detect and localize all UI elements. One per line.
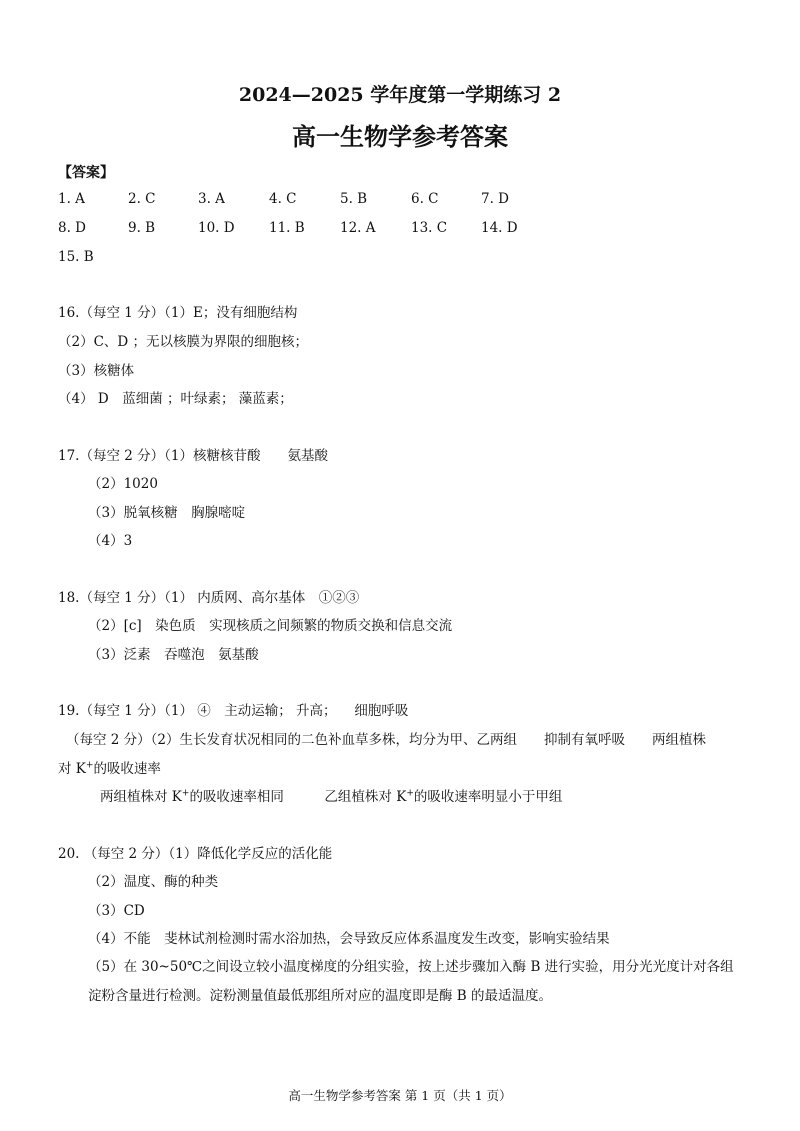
q20-line: （2）温度、酶的种类 xyxy=(88,874,219,890)
q20-line: （5）在 30~50℃之间设立较小温度梯度的分组实验，按上述步骤加入酶 B 进行实验，用分光光度计对各组 xyxy=(88,959,734,975)
mc-answer: 14. D xyxy=(481,220,518,236)
q20-line: （4）不能 斐林试剂检测时需水浴加热，会导致反应体系温度发生改变，影响实验结果 xyxy=(88,931,610,947)
mc-answer: 9. B xyxy=(128,220,156,236)
mc-answer: 11. B xyxy=(269,220,305,236)
q18-line: （2）[c] 染色质 实现核质之间频繁的物质交换和信息交流 xyxy=(88,618,453,634)
q18-line: 18.（每空 1 分）（1） 内质网、高尔基体 ①②③ xyxy=(58,590,360,606)
document-subtitle: 高一生物学参考答案 xyxy=(292,122,508,151)
mc-answer: 5. B xyxy=(340,191,368,207)
q17-line: （4）3 xyxy=(88,533,133,549)
q18-line: （3）泛素 吞噬泡 氨基酸 xyxy=(88,647,259,663)
mc-answer: 15. B xyxy=(58,249,94,265)
mc-answer: 4. C xyxy=(269,191,297,207)
q16-line: （2）C、D ；无以核膜为界限的细胞核； xyxy=(58,334,309,350)
q19-line: 对 K+的吸收速率 xyxy=(58,760,161,777)
mc-answer: 7. D xyxy=(481,191,509,207)
q19-line: （每空 2 分）（2）生长发育状况相同的二色补血草多株，均分为甲、乙两组 抑制有氧呼吸 两组植株 xyxy=(66,732,707,748)
q19-line: 19.（每空 1 分）（1） ④ 主动运输； 升高； 细胞呼吸 xyxy=(58,703,409,719)
mc-answer: 8. D xyxy=(58,220,86,236)
q19-line: 两组植株对 K+的吸收速率相同 乙组植株对 K+的吸收速率明显小于甲组 xyxy=(100,788,563,805)
q17-line: （3）脱氧核糖 胸腺嘧啶 xyxy=(88,505,246,521)
mc-answer: 2. C xyxy=(128,191,156,207)
q16-line: （4） D 蓝细菌 ；叶绿素； 藻蓝素； xyxy=(58,391,293,407)
mc-answer: 1. A xyxy=(58,191,85,207)
q20-line: 20. （每空 2 分）（1）降低化学反应的活化能 xyxy=(58,846,333,862)
q17-line: （2）1020 xyxy=(88,476,158,492)
mc-answer: 12. A xyxy=(340,220,376,236)
mc-answer: 13. C xyxy=(411,220,448,236)
q16-line: 16.（每空 1 分）（1）E；没有细胞结构 xyxy=(58,305,298,321)
q20-line: （3）CD xyxy=(88,903,145,919)
document-title: 2024—2025 学年度第一学期练习 2 xyxy=(238,84,562,106)
answers-label: 【答案】 xyxy=(58,165,114,181)
q16-line: （3）核糖体 xyxy=(58,363,135,379)
mc-answer: 3. A xyxy=(198,191,225,207)
mc-answer: 6. C xyxy=(411,191,439,207)
q20-line: 淀粉含量进行检测。淀粉测量值最低那组所对应的温度即是酶 B 的最适温度。 xyxy=(88,988,553,1004)
page-footer: 高一生物学参考答案 第 1 页（共 1 页） xyxy=(288,1088,512,1103)
mc-answer: 10. D xyxy=(198,220,235,236)
q17-line: 17.（每空 2 分）（1）核糖核苷酸 氨基酸 xyxy=(58,448,328,464)
